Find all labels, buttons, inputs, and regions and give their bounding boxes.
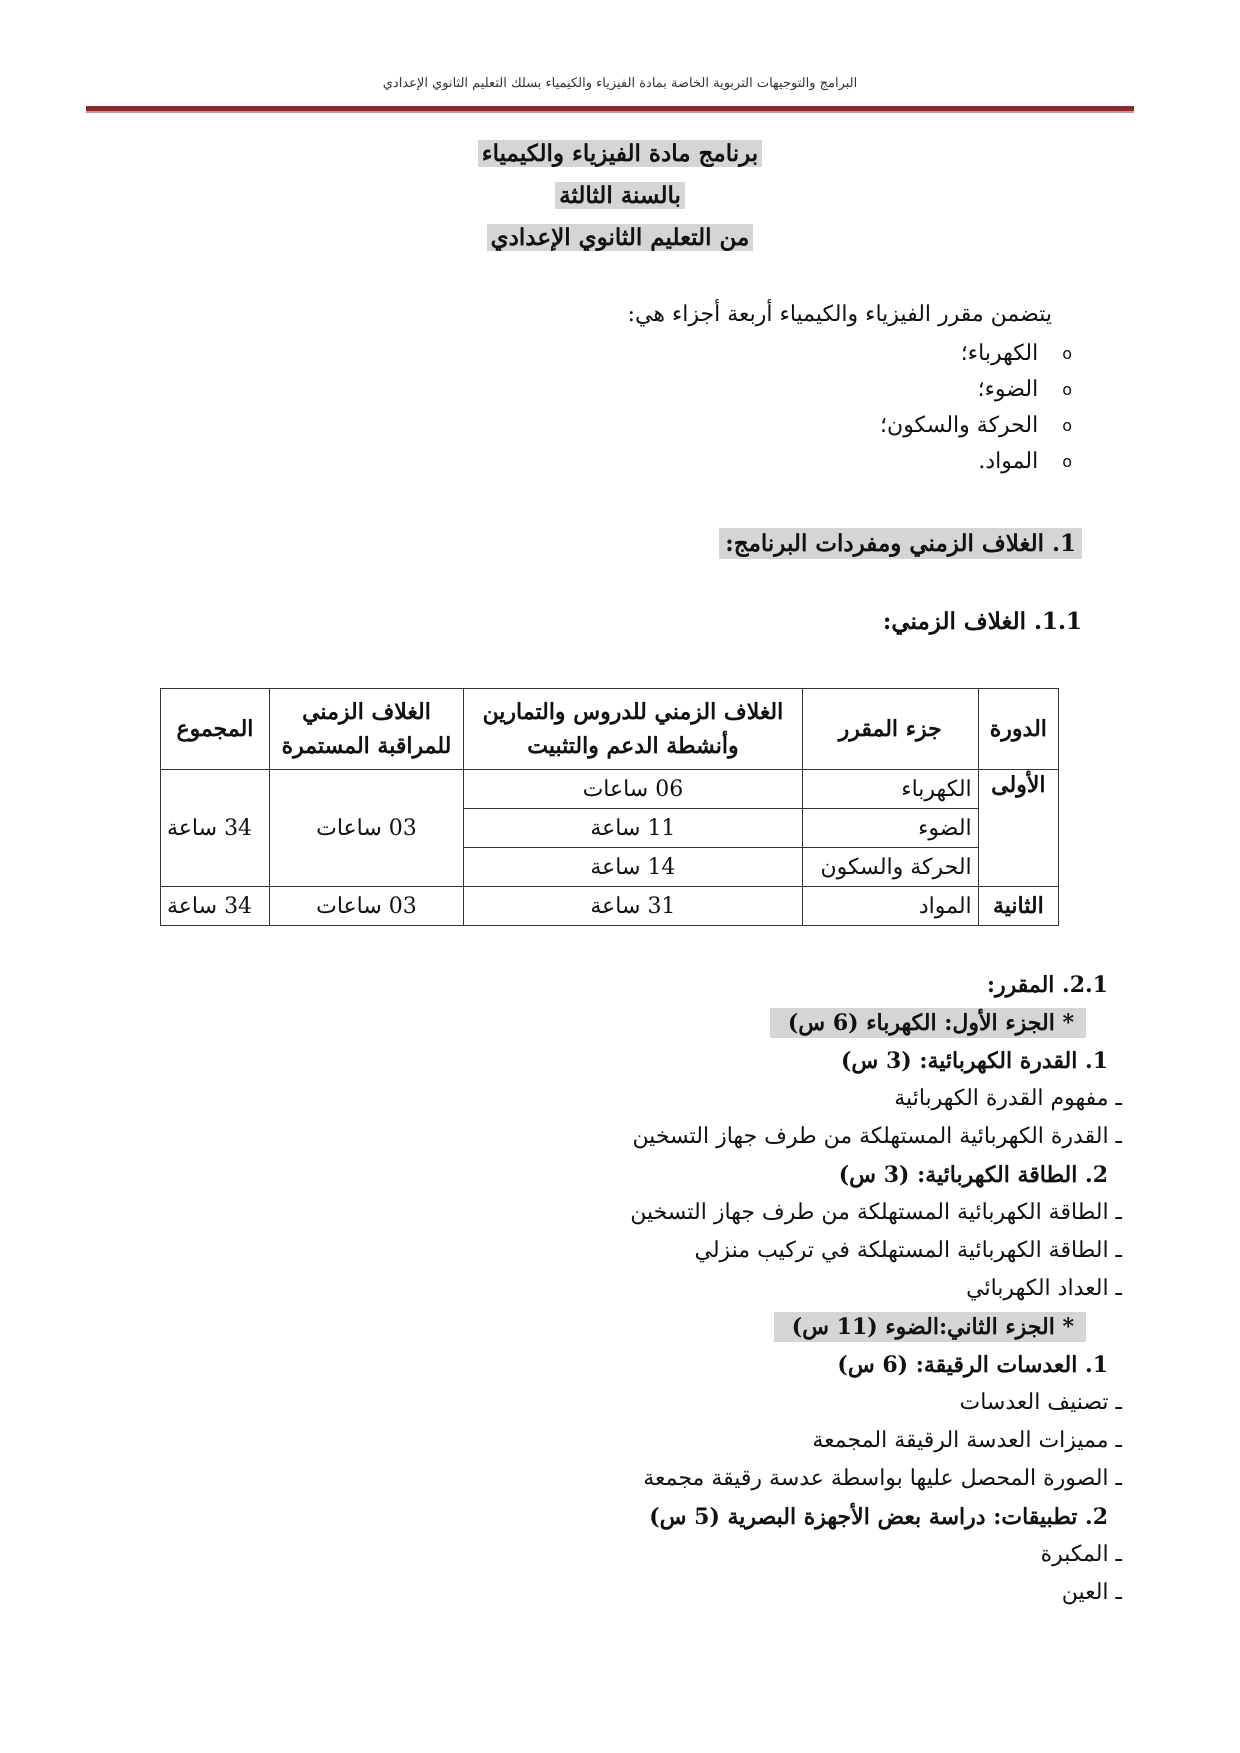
curriculum-content (122, 966, 1122, 1612)
list-item (880, 408, 1072, 444)
round-2-cell: الثانية (978, 887, 1058, 926)
list-item: ـ الطاقة الكهربائية المستهلكة في تركيب منزلي (694, 1238, 1122, 1263)
lessons-cell: 31 ساعة (464, 887, 803, 926)
round-1-cell: الأولى (978, 770, 1058, 887)
list-item: ـ الطاقة الكهربائية المستهلكة من طرف جهاز التسخين (630, 1200, 1122, 1225)
section-1-2-heading: 2.1. المقرر: (986, 972, 1108, 998)
list-item: ـ المكبرة (1040, 1542, 1122, 1567)
bullet-icon: o (1062, 416, 1072, 435)
part-2-heading (122, 1308, 1122, 1346)
list-item (880, 444, 1072, 480)
list-item: ـ الصورة المحصل عليها بواسطة عدسة رقيقة مجمعة (643, 1466, 1122, 1491)
monitoring-cell: 03 ساعات (269, 770, 463, 887)
doc-title-line-3 (0, 224, 1240, 251)
list-item (880, 372, 1072, 408)
part-1-heading-text: * الجزء الأول: الكهرباء (6 س) (770, 1008, 1086, 1038)
header-rule (86, 106, 1134, 113)
list-item: ـ القدرة الكهربائية المستهلكة من طرف جهاز التسخين (632, 1124, 1122, 1149)
lessons-cell: 14 ساعة (464, 848, 803, 887)
parts-list (880, 336, 1072, 480)
part-cell: الكهرباء (802, 770, 978, 809)
header-lessons: الغلاف الزمني للدروس والتمارين وأنشطة الدعم والتثبيت (464, 689, 803, 770)
lessons-cell: 11 ساعة (464, 809, 803, 848)
part-2-section-1-heading: 1. العدسات الرقيقة: (6 س) (837, 1352, 1108, 1378)
part-cell: الضوء (802, 809, 978, 848)
header-round: الدورة (978, 689, 1058, 770)
intro-text: يتضمن مقرر الفيزياء والكيمياء أربعة أجزاء هي: (627, 302, 1052, 327)
title-line-1-text: برنامج مادة الفيزياء والكيمياء (478, 140, 762, 167)
header-part: جزء المقرر (802, 689, 978, 770)
list-item-text: الحركة والسكون؛ (880, 413, 1039, 438)
bullet-icon: o (1062, 452, 1072, 471)
list-item: ـ العداد الكهربائي (966, 1276, 1122, 1301)
section-1-heading-text: 1. الغلاف الزمني ومفردات البرنامج: (719, 528, 1082, 559)
doc-title-line-2 (0, 182, 1240, 209)
part-cell: الحركة والسكون (802, 848, 978, 887)
part-1-heading (122, 1004, 1122, 1042)
list-item: ـ مميزات العدسة الرقيقة المجمعة (812, 1428, 1122, 1453)
title-line-3-text: من التعليم الثانوي الإعدادي (487, 224, 754, 251)
section-1-heading (719, 530, 1082, 557)
list-item (880, 336, 1072, 372)
monitoring-cell: 03 ساعات (269, 887, 463, 926)
total-cell: 34 ساعة (161, 887, 270, 926)
lessons-cell: 06 ساعات (464, 770, 803, 809)
bullet-icon: o (1062, 380, 1072, 399)
doc-title-line-1 (0, 140, 1240, 167)
running-header: البرامج والتوجيهات التربوية الخاصة بمادة الفيزياء والكيمياء بسلك التعليم الثانوي الإعدادي (382, 76, 858, 91)
list-item-text: المواد. (978, 449, 1039, 474)
part-2-heading-text: * الجزء الثاني:الضوء (11 س) (774, 1312, 1086, 1342)
list-item: ـ العين (1061, 1580, 1122, 1605)
title-line-2-text: بالسنة الثالثة (555, 182, 685, 209)
table-row (161, 887, 1059, 926)
list-item: ـ مفهوم القدرة الكهربائية (894, 1086, 1122, 1111)
list-item: ـ تصنيف العدسات (959, 1390, 1122, 1415)
table-header-row (161, 689, 1059, 770)
section-1-1-heading: 1.1. الغلاف الزمني: (882, 608, 1082, 635)
part-2-section-2-heading: 2. تطبيقات: دراسة بعض الأجهزة البصرية (5 س) (649, 1504, 1108, 1530)
total-cell: 34 ساعة (161, 770, 270, 887)
list-item-text: الضوء؛ (977, 377, 1039, 402)
table-row (161, 770, 1059, 809)
list-item-text: الكهرباء؛ (960, 341, 1039, 366)
header-monitoring: الغلاف الزمني للمراقبة المستمرة (269, 689, 463, 770)
part-1-section-1-heading: 1. القدرة الكهربائية: (3 س) (841, 1048, 1108, 1074)
part-cell: المواد (802, 887, 978, 926)
time-allocation-table (160, 688, 1059, 926)
header-total: المجموع (161, 689, 270, 770)
bullet-icon: o (1062, 344, 1072, 363)
part-1-section-2-heading: 2. الطاقة الكهربائية: (3 س) (838, 1162, 1108, 1188)
